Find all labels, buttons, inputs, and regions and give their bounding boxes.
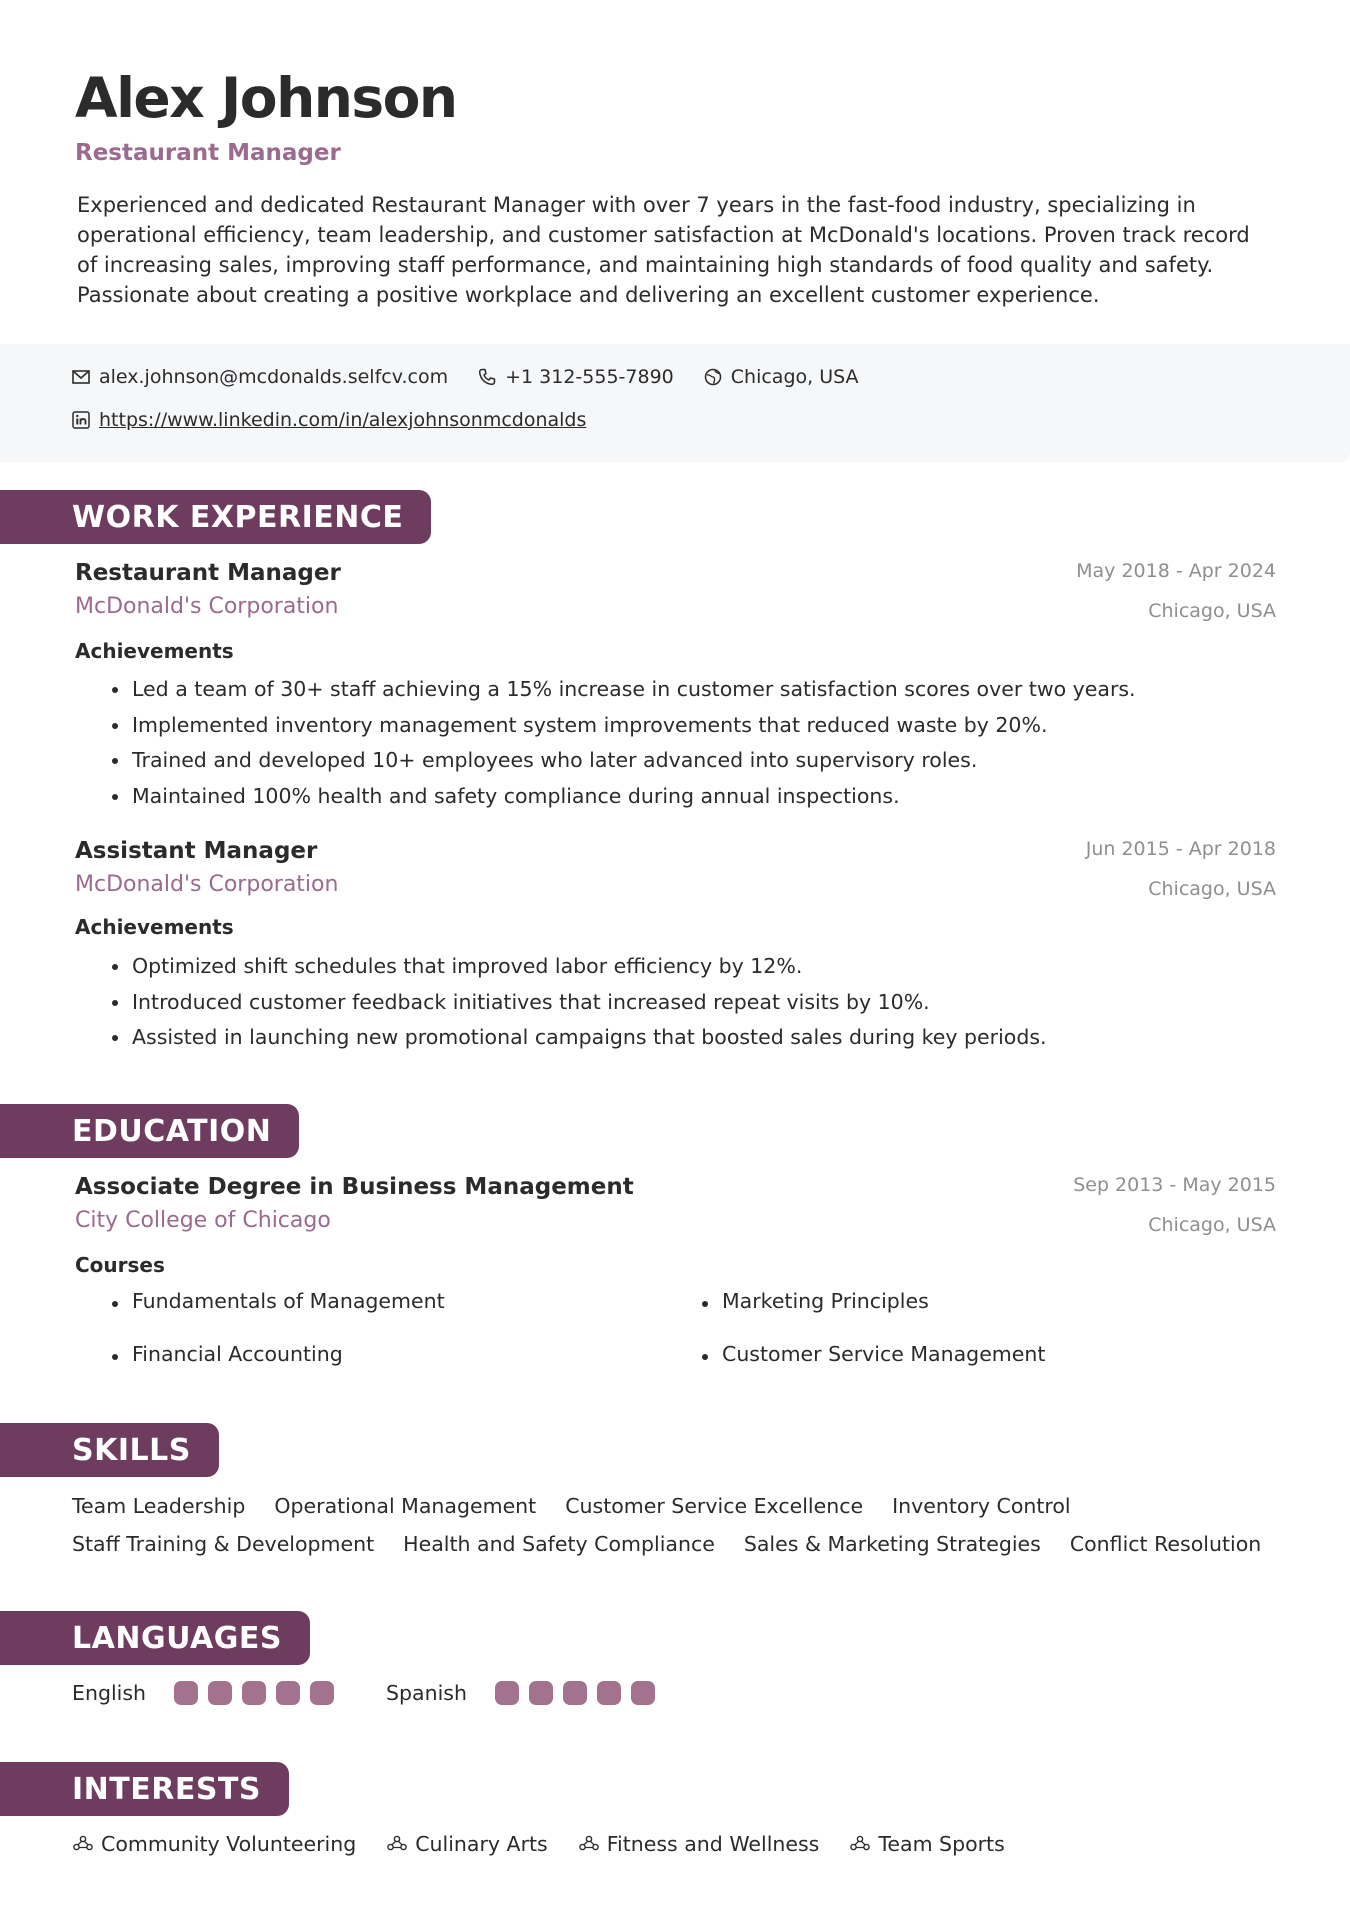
list-item: Maintained 100% health and safety compliance during annual inspections. bbox=[0, 781, 1136, 817]
people-icon bbox=[386, 1835, 408, 1853]
education-location: Chicago, USA bbox=[1148, 1214, 1276, 1236]
summary-text: Experienced and dedicated Restaurant Manager with over 7 years in the fast-food industry, specializing in operational efficiency, team leadership, and customer satisfaction at McDonald's locations. Proven track record of increasing sales, improving staff performance, and maintaining high standards of food quality and safety. Passionate about creating a positive workplace and delivering an excellent customer experience. bbox=[77, 193, 1250, 307]
job-2-achievements bbox=[0, 951, 1047, 1058]
phone-text: +1 312-555-7890 bbox=[505, 366, 674, 388]
skills-row-1 bbox=[72, 1494, 1100, 1518]
skills-heading: SKILLS bbox=[0, 1423, 219, 1477]
course-item: Financial Accounting bbox=[112, 1342, 343, 1366]
interest-item: Community Volunteering bbox=[72, 1832, 356, 1856]
job-2-achievements-label: Achievements bbox=[75, 915, 234, 939]
skill-item: Sales & Marketing Strategies bbox=[743, 1532, 1041, 1556]
list-item: Led a team of 30+ staff achieving a 15% increase in customer satisfaction scores over two years. bbox=[0, 674, 1136, 710]
interest-item: Culinary Arts bbox=[386, 1832, 548, 1856]
language-name: English bbox=[72, 1681, 147, 1705]
interests-heading: INTERESTS bbox=[0, 1762, 289, 1816]
level-dot bbox=[563, 1681, 587, 1705]
skill-item: Operational Management bbox=[274, 1494, 537, 1518]
list-item: Trained and developed 10+ employees who later advanced into supervisory roles. bbox=[0, 745, 1136, 781]
course-item: Marketing Principles bbox=[702, 1289, 929, 1313]
skill-item: Inventory Control bbox=[892, 1494, 1071, 1518]
list-item: Introduced customer feedback initiatives that increased repeat visits by 10%. bbox=[0, 987, 1047, 1023]
contact-location bbox=[704, 366, 859, 388]
level-dot bbox=[529, 1681, 553, 1705]
language-level-english bbox=[174, 1681, 344, 1705]
level-dot bbox=[631, 1681, 655, 1705]
skill-item: Customer Service Excellence bbox=[565, 1494, 864, 1518]
school-name: City College of Chicago bbox=[75, 1208, 331, 1233]
people-icon bbox=[578, 1835, 600, 1853]
language-level-spanish bbox=[495, 1681, 665, 1705]
level-dot bbox=[174, 1681, 198, 1705]
interests-row bbox=[72, 1832, 1035, 1856]
contact-panel bbox=[0, 344, 1350, 462]
level-dot bbox=[276, 1681, 300, 1705]
people-icon bbox=[849, 1835, 871, 1853]
job-1-achievements bbox=[0, 674, 1136, 816]
level-dot bbox=[597, 1681, 621, 1705]
education-heading: EDUCATION bbox=[0, 1104, 299, 1158]
job-2-dates: Jun 2015 - Apr 2018 bbox=[1085, 838, 1276, 860]
job-2-location: Chicago, USA bbox=[1148, 878, 1276, 900]
job-1-achievements-label: Achievements bbox=[75, 639, 234, 663]
contact-linkedin[interactable] bbox=[72, 409, 586, 431]
skill-item: Staff Training & Development bbox=[72, 1532, 375, 1556]
languages-heading: LANGUAGES bbox=[0, 1611, 310, 1665]
list-item: Implemented inventory management system improvements that reduced waste by 20%. bbox=[0, 710, 1136, 746]
list-item: Assisted in launching new promotional campaigns that boosted sales during key periods. bbox=[0, 1022, 1047, 1058]
skill-item: Team Leadership bbox=[72, 1494, 246, 1518]
interest-item: Team Sports bbox=[849, 1832, 1004, 1856]
languages-row bbox=[72, 1681, 707, 1705]
level-dot bbox=[310, 1681, 334, 1705]
email-text: alex.johnson@mcdonalds.selfcv.com bbox=[99, 366, 449, 388]
course-item: Customer Service Management bbox=[702, 1342, 1045, 1366]
level-dot bbox=[242, 1681, 266, 1705]
interest-item: Fitness and Wellness bbox=[578, 1832, 820, 1856]
contact-email[interactable] bbox=[72, 366, 448, 388]
linkedin-link[interactable]: https://www.linkedin.com/in/alexjohnsonmcdonalds bbox=[99, 409, 587, 431]
education-dates: Sep 2013 - May 2015 bbox=[1073, 1174, 1276, 1196]
phone-icon bbox=[478, 368, 496, 386]
globe-icon bbox=[704, 368, 722, 386]
job-1-dates: May 2018 - Apr 2024 bbox=[1076, 560, 1276, 582]
level-dot bbox=[495, 1681, 519, 1705]
linkedin-icon bbox=[72, 411, 90, 429]
work-experience-heading: WORK EXPERIENCE bbox=[0, 490, 431, 544]
mail-icon bbox=[72, 370, 90, 384]
list-item: Optimized shift schedules that improved labor efficiency by 12%. bbox=[0, 951, 1047, 987]
skill-item: Conflict Resolution bbox=[1069, 1532, 1262, 1556]
candidate-name: Alex Johnson bbox=[75, 66, 457, 130]
job-1-company: McDonald's Corporation bbox=[75, 594, 339, 619]
contact-phone[interactable] bbox=[478, 366, 674, 388]
skill-item: Health and Safety Compliance bbox=[403, 1532, 715, 1556]
level-dot bbox=[208, 1681, 232, 1705]
courses-label: Courses bbox=[75, 1253, 165, 1277]
degree-title: Associate Degree in Business Management bbox=[75, 1174, 634, 1200]
course-item: Fundamentals of Management bbox=[112, 1289, 445, 1313]
people-icon bbox=[72, 1835, 94, 1853]
skills-row-2 bbox=[72, 1532, 1290, 1556]
job-1-location: Chicago, USA bbox=[1148, 600, 1276, 622]
job-1-title: Restaurant Manager bbox=[75, 560, 341, 586]
job-2-company: McDonald's Corporation bbox=[75, 872, 339, 897]
language-name: Spanish bbox=[386, 1681, 467, 1705]
candidate-role: Restaurant Manager bbox=[75, 140, 341, 166]
job-2-title: Assistant Manager bbox=[75, 838, 318, 864]
location-text: Chicago, USA bbox=[730, 366, 859, 388]
